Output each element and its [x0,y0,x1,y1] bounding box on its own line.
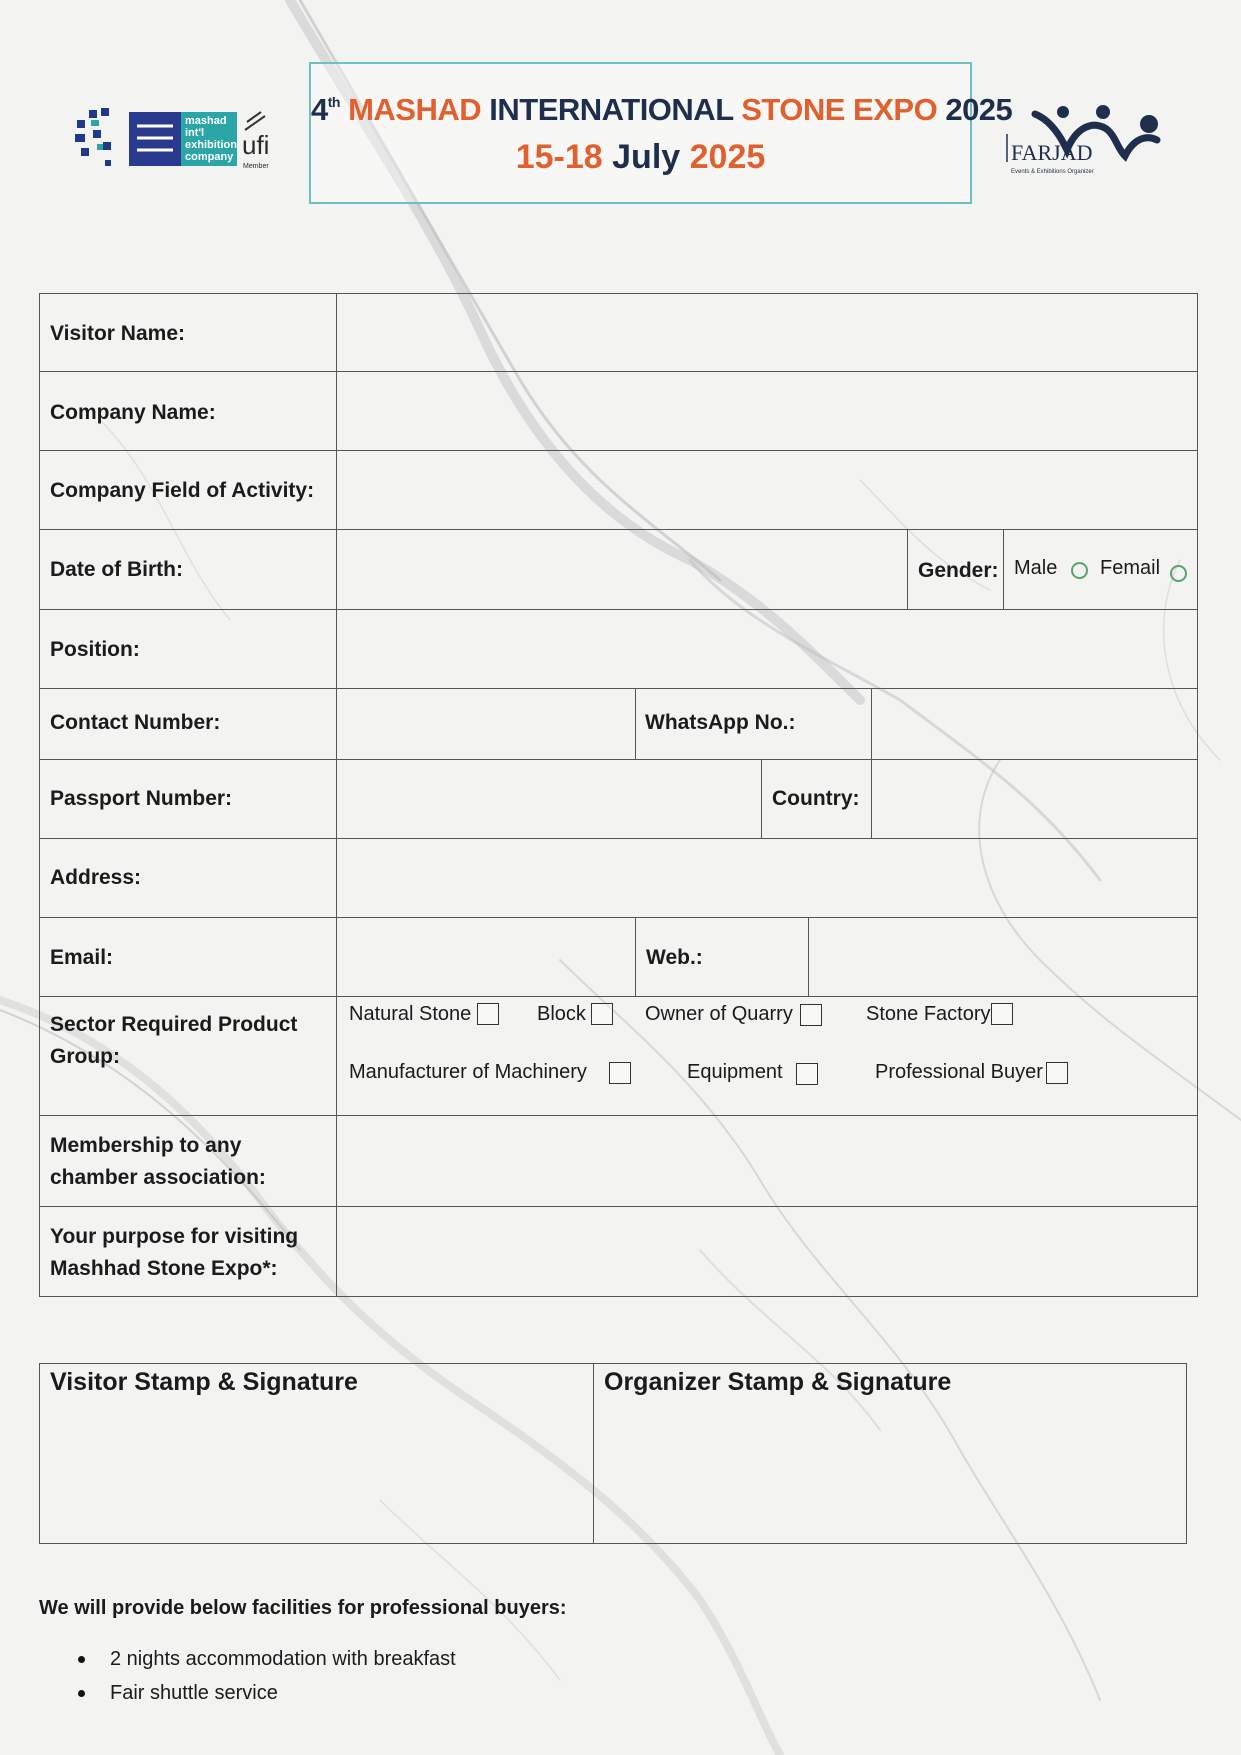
contact-number-field[interactable] [336,688,636,760]
date-of-birth-label: Date of Birth: [50,558,183,581]
svg-text:ufi: ufi [242,130,270,160]
option-stone-factory-checkbox[interactable] [991,1003,1013,1025]
option-owner-of-quarry-label: Owner of Quarry [645,1003,793,1025]
purpose-label-line2: Mashhad Stone Expo*: [50,1257,278,1280]
list-item: 2 nights accommodation with breakfast [78,1642,456,1676]
country-label: Country: [772,787,860,810]
purpose-field[interactable] [336,1206,1198,1297]
farjad-mark-icon [1005,100,1165,182]
svg-text:company: company [185,151,234,163]
gender-label: Gender: [918,559,999,582]
gender-male-label: Male [1014,557,1058,579]
svg-text:mashad: mashad [185,115,227,127]
sector-label-line1: Sector Required Product [50,1013,298,1036]
option-equipment-checkbox[interactable] [796,1063,818,1085]
option-professional-buyer-checkbox[interactable] [1046,1062,1068,1084]
gender-female-label: Femail [1100,557,1161,579]
field-of-activity-label: Company Field of Activity: [50,479,315,502]
expo-dates: 15-18 July 2025 [515,138,766,176]
mashad-exhibition-logo [75,108,280,186]
svg-text:Member: Member [243,163,269,170]
membership-label-line2: chamber association: [50,1166,266,1189]
option-natural-stone-label: Natural Stone [349,1003,472,1025]
mashad-mark-icon [75,108,280,186]
option-manufacturer-of-machinery-label: Manufacturer of Machinery [349,1061,587,1083]
gender-male-radio[interactable] [1071,562,1088,579]
farjad-logo [1005,100,1165,182]
address-label: Address: [50,866,142,889]
web-field[interactable] [808,917,1198,997]
option-block-label: Block [537,1003,586,1025]
option-professional-buyer-label: Professional Buyer [875,1061,1043,1083]
country-field[interactable] [871,759,1198,839]
organizer-signature-title: Organizer Stamp & Signature [604,1368,952,1396]
list-item: Fair shuttle service [78,1676,456,1710]
option-stone-factory-label: Stone Factory [866,1003,991,1025]
address-field[interactable] [336,838,1198,918]
email-field[interactable] [336,917,636,997]
membership-label-line1: Membership to any [50,1134,242,1157]
gender-female-radio[interactable] [1170,565,1187,582]
expo-title: 4th MASHAD INTERNATIONAL STONE EXPO 2025 [311,92,1013,127]
web-label: Web.: [646,946,703,969]
svg-text:Events & Exhibitions Organizer: Events & Exhibitions Organizer [1011,169,1094,175]
email-label: Email: [50,946,114,969]
date-of-birth-field[interactable] [336,529,908,610]
sector-label-line2: Group: [50,1045,120,1068]
position-field[interactable] [336,609,1198,689]
membership-field[interactable] [336,1115,1198,1207]
svg-text:exhibition: exhibition [185,139,237,151]
option-block-checkbox[interactable] [591,1003,613,1025]
svg-text:FARJAD: FARJAD [1011,140,1093,165]
company-name-field[interactable] [336,371,1198,451]
facilities-list [78,1642,456,1710]
visitor-name-field[interactable] [336,293,1198,372]
expo-title-box [309,62,1013,204]
contact-number-label: Contact Number: [50,711,221,734]
visitor-name-label: Visitor Name: [50,322,185,345]
whatsapp-label: WhatsApp No.: [645,711,796,734]
passport-number-label: Passport Number: [50,787,233,810]
option-owner-of-quarry-checkbox[interactable] [800,1004,822,1026]
purpose-label-line1: Your purpose for visiting [50,1225,299,1248]
bullet-icon [78,1690,85,1697]
svg-text:int'l: int'l [185,127,205,139]
bullet-icon [78,1656,85,1663]
position-label: Position: [50,638,140,661]
passport-number-field[interactable] [336,759,762,839]
option-equipment-label: Equipment [687,1061,783,1083]
facilities-heading: We will provide below facilities for professional buyers: [39,1597,567,1619]
option-manufacturer-of-machinery-checkbox[interactable] [609,1062,631,1084]
company-name-label: Company Name: [50,401,216,424]
visitor-signature-title: Visitor Stamp & Signature [50,1368,358,1396]
whatsapp-field[interactable] [871,688,1198,760]
option-natural-stone-checkbox[interactable] [477,1003,499,1025]
field-of-activity-field[interactable] [336,450,1198,530]
